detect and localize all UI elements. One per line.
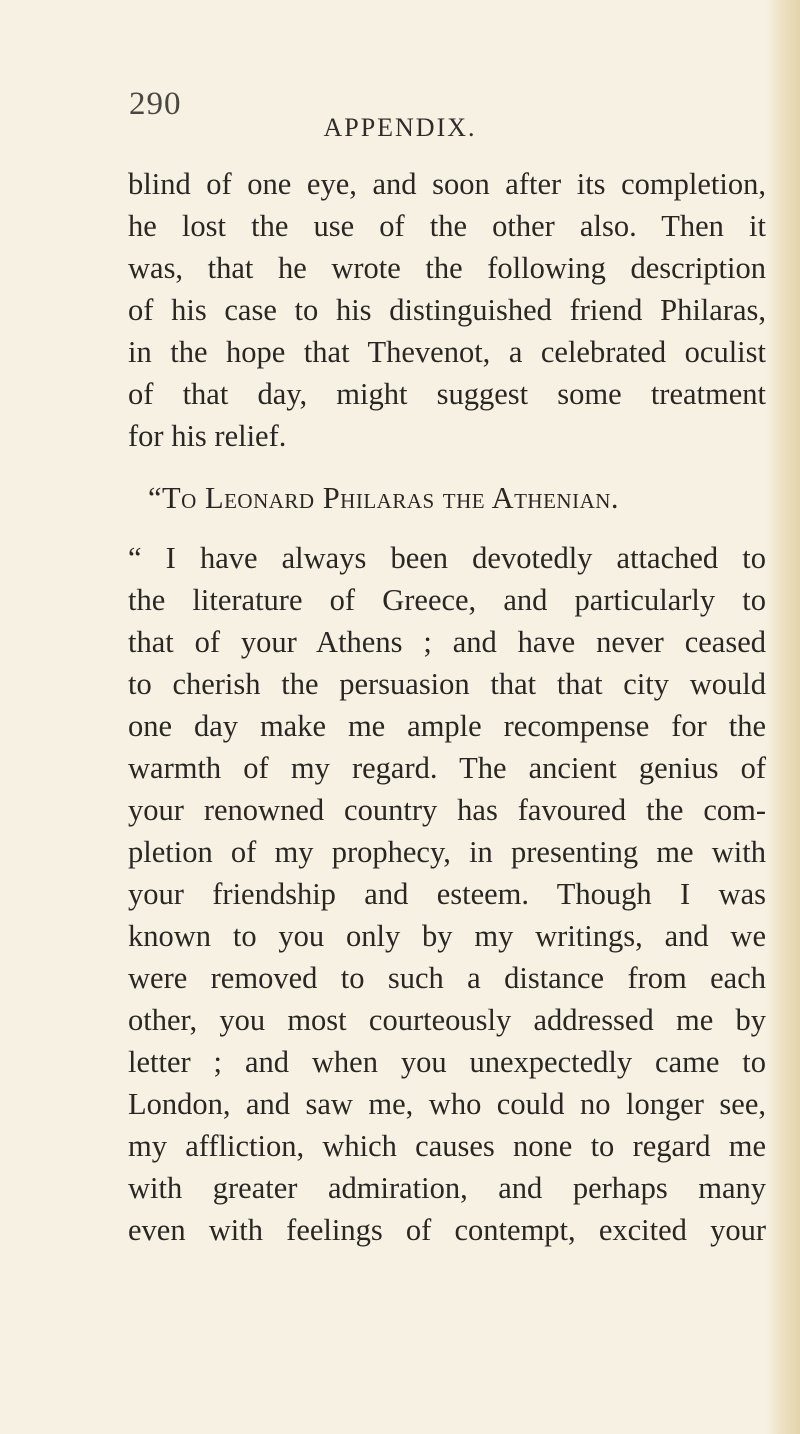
text-line: pletion of my prophecy, in presenting me with	[128, 835, 766, 869]
page-edge-shadow	[766, 0, 800, 1434]
text-line: were removed to such a distance from each	[128, 961, 766, 995]
text-line: blind of one eye, and soon after its completion,	[128, 167, 766, 201]
text-line: that of your Athens ; and have never ceased	[128, 625, 766, 659]
text-line: the literature of Greece, and particularly to	[128, 583, 766, 617]
text-line: he lost the use of the other also. Then it	[128, 209, 766, 243]
text-line: letter ; and when you unexpectedly came to	[128, 1045, 766, 1079]
text-line: even with feelings of contempt, excited your	[128, 1213, 766, 1247]
text-line: “ I have always been devotedly attached to	[128, 541, 766, 575]
text-line: of his case to his distinguished friend Philaras,	[128, 293, 766, 327]
text-line: your renowned country has favoured the com-	[128, 793, 766, 827]
page-number: 290	[129, 86, 182, 122]
text-line: was, that he wrote the following description	[128, 251, 766, 285]
text-line: in the hope that Thevenot, a celebrated oculist	[128, 335, 766, 369]
letter-heading-text: “To Leonard Philaras the Athenian.	[148, 481, 620, 515]
letter-heading	[148, 478, 766, 518]
text-line: for his relief.	[128, 419, 287, 453]
text-line: of that day, might suggest some treatment	[128, 377, 766, 411]
text-line: my affliction, which causes none to regard me	[128, 1129, 766, 1163]
text-line: to cherish the persuasion that that city would	[128, 667, 766, 701]
text-line: warmth of my regard. The ancient genius of	[128, 751, 766, 785]
text-line: one day make me ample recompense for the	[128, 709, 766, 743]
text-line: London, and saw me, who could no longer see,	[128, 1087, 766, 1121]
text-line: other, you most courteously addressed me by	[128, 1003, 766, 1037]
text-line: known to you only by my writings, and we	[128, 919, 766, 953]
text-line: with greater admiration, and perhaps many	[128, 1171, 766, 1205]
running-head: APPENDIX.	[323, 113, 477, 142]
text-line: your friendship and esteem. Though I was	[128, 877, 766, 911]
